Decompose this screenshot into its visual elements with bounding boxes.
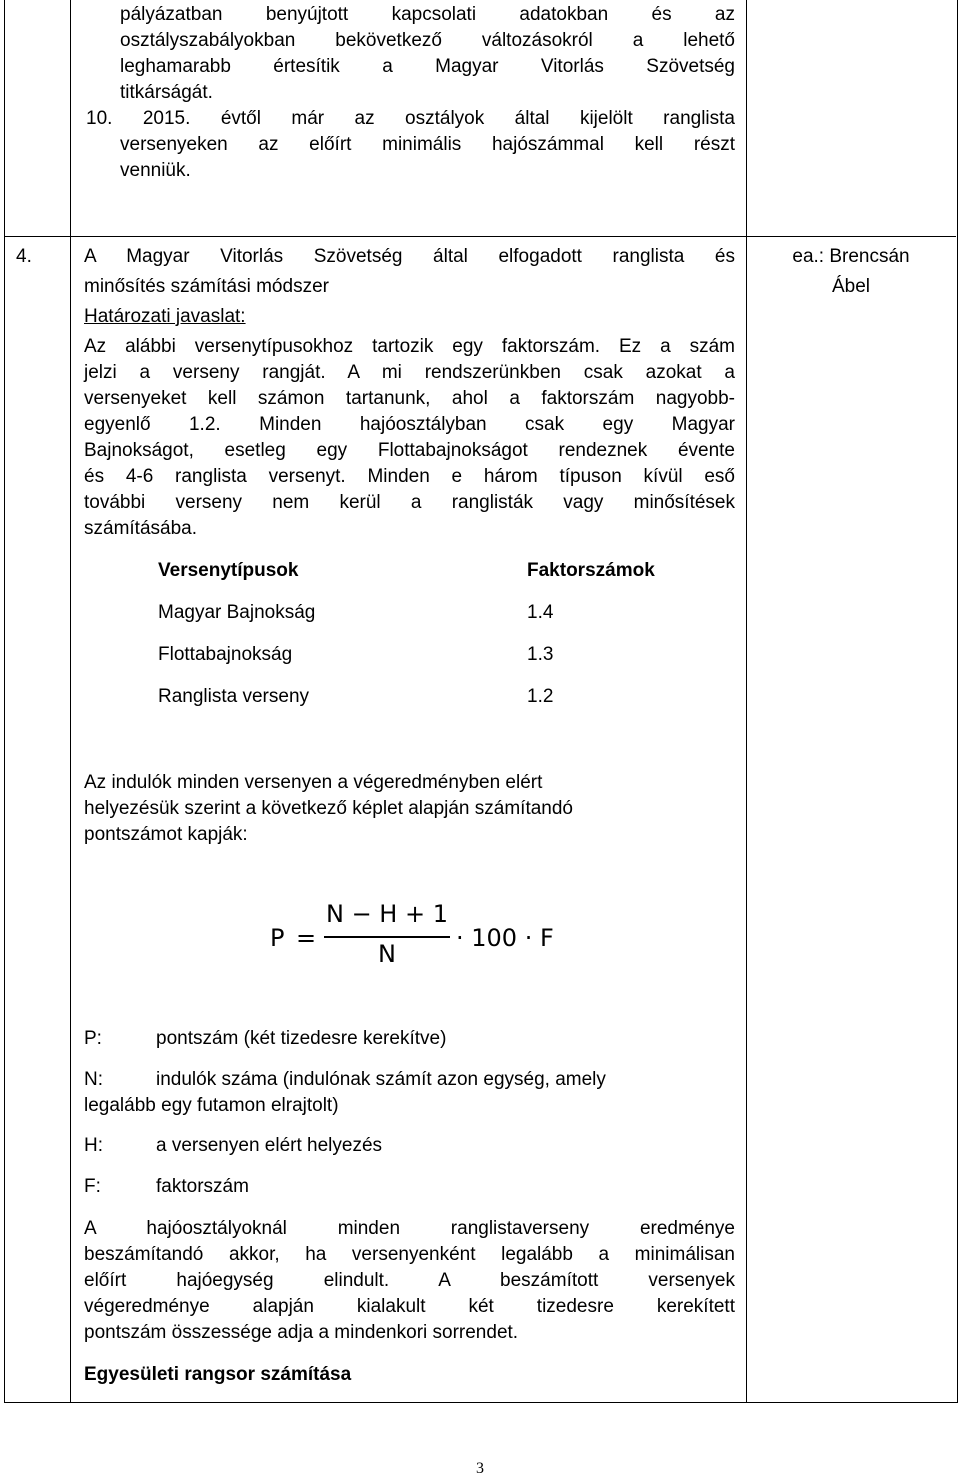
definition-text-continued: legalább egy futamon elrajtolt): [84, 1095, 339, 1116]
subheading: Egyesületi rangsor számítása: [84, 1364, 352, 1385]
factor-table-header-type: Versenytípusok: [158, 560, 299, 581]
formula-lhs: P: [270, 924, 285, 952]
closing-line: előírt hajóegység elindult. A beszámított versenyek: [84, 1270, 735, 1291]
intro-line: Az alábbi versenytípusokhoz tartozik egy faktorszám. Ez a szám: [84, 336, 735, 357]
points-intro-line: Az indulók minden versenyen a végeredményben elért: [84, 772, 543, 793]
factor-table-row-type: Flottabajnokság: [158, 644, 293, 665]
factor-table-row-factor: 1.2: [527, 686, 554, 707]
table-column-divider-left: [70, 0, 71, 1402]
section-title: A Magyar Vitorlás Szövetség által elfogadott ranglista és: [84, 246, 735, 267]
top-paragraph-line: venniük.: [120, 160, 191, 181]
definition-text: faktorszám: [156, 1176, 249, 1197]
top-paragraph-line: versenyeken az előírt minimális hajószámmal kell részt: [120, 134, 735, 155]
top-paragraph-line: 10. 2015. évtől már az osztályok által kijelölt ranglista: [86, 108, 735, 129]
definition-text: indulók száma (indulónak számít azon egység, amely: [156, 1069, 606, 1090]
top-paragraph-line: leghamarabb értesítik a Magyar Vitorlás Szövetség: [120, 56, 735, 77]
points-intro-line: pontszámot kapják:: [84, 824, 248, 845]
formula-equals: =: [296, 924, 317, 952]
factor-table-row-type: Ranglista verseny: [158, 686, 310, 707]
formula-denominator: N: [378, 940, 396, 968]
formula-fraction-bar: [324, 936, 450, 938]
presenter-label: ea.: Brencsán: [792, 246, 910, 267]
top-paragraph-line: pályázatban benyújtott kapcsolati adatokban és az: [120, 4, 735, 25]
section-number: 4.: [16, 246, 32, 267]
table-row-divider: [4, 236, 956, 237]
definition-symbol: H:: [84, 1135, 103, 1156]
top-paragraph-line: osztályszabályokban bekövetkező változásokról a lehető: [120, 30, 735, 51]
closing-line: A hajóosztályoknál minden ranglistaverseny eredménye: [84, 1218, 735, 1239]
factor-table-row-type: Magyar Bajnokság: [158, 602, 316, 623]
factor-table-header-factor: Faktorszámok: [527, 560, 655, 581]
points-formula: [268, 900, 558, 970]
intro-line: további verseny nem kerül a ranglisták vagy minősítések: [84, 492, 735, 513]
intro-line: és 4-6 ranglista versenyt. Minden e három típuson kívül eső: [84, 466, 735, 487]
definition-text: pontszám (két tizedesre kerekítve): [156, 1028, 447, 1049]
definition-symbol: F:: [84, 1176, 101, 1197]
proposal-label: Határozati javaslat:: [84, 306, 246, 327]
formula-multiplier: · 100 · F: [456, 924, 554, 952]
table-column-divider-right: [746, 0, 747, 1402]
definition-symbol: N:: [84, 1069, 103, 1090]
intro-line: Bajnokságot, esetleg egy Flottabajnokságot rendeznek évente: [84, 440, 735, 461]
top-paragraph-line: titkárságát.: [120, 82, 213, 103]
definition-symbol: P:: [84, 1028, 102, 1049]
definition-text: a versenyen elért helyezés: [156, 1135, 383, 1156]
intro-line: egyenlő 1.2. Minden hajóosztályban csak egy Magyar: [84, 414, 735, 435]
page-number: 3: [476, 1460, 484, 1477]
closing-line: pontszám összessége adja a mindenkori sorrendet.: [84, 1322, 519, 1343]
closing-line: beszámítandó akkor, ha versenyenként legalább a minimálisan: [84, 1244, 735, 1265]
formula-numerator: N − H + 1: [325, 900, 448, 928]
agenda-table: [4, 0, 958, 1403]
points-intro-line: helyezésük szerint a következő képlet alapján számítandó: [84, 798, 573, 819]
section-title-continued: minősítés számítási módszer: [84, 276, 329, 297]
closing-line: végeredménye alapján kialakult két tizedesre kerekített: [84, 1296, 735, 1317]
presenter-name: Ábel: [831, 276, 871, 297]
intro-line: jelzi a verseny rangját. A mi rendszerünkben csak azokat a: [84, 362, 735, 383]
factor-table-row-factor: 1.4: [527, 602, 554, 623]
factor-table-row-factor: 1.3: [527, 644, 554, 665]
intro-line: számításába.: [84, 518, 197, 539]
intro-line: versenyeket kell számon tartanunk, ahol a faktorszám nagyobb-: [84, 388, 735, 409]
